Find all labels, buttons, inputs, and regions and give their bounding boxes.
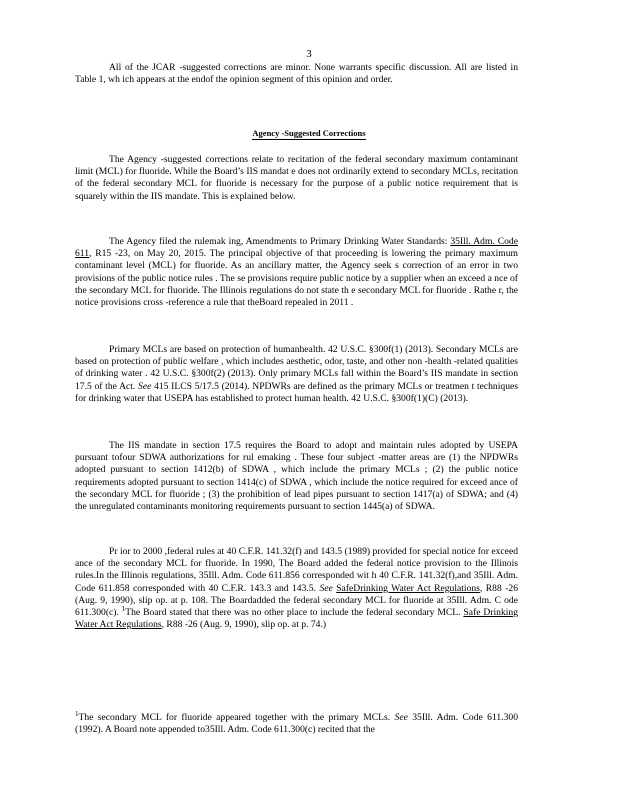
section-heading: [0, 128, 618, 138]
see-signal: See: [319, 582, 333, 594]
paragraph-agency-corrections: The Agency -suggested corrections relate to recitation of the federal secondary maximum contaminant limit (MCL) for fluoride. While the Board’s IIS mandat e does not ordinarily extend to secondary MCLs, recitation of the federal secondary MCL for fluoride is necessary for the purpose of a public notice requirement that is squarely within the IIS mandate. This is explained below.: [75, 154, 518, 202]
text-segment: 35Ill. Adm. Code 611.300 (1992). A Board note appended to35Ill. Adm. Code 611.300(c) recited that the: [75, 712, 518, 736]
footnote-number: 1: [75, 709, 79, 718]
paragraph-primary-mcls: [75, 344, 518, 405]
text-segment: , R88 -26 (Aug. 9, 1990), slip op. at p. 74.): [161, 619, 327, 631]
section-heading-text: Agency -Suggested Corrections: [252, 128, 366, 138]
text-segment: , R88 -26 (Aug. 9, 1990), slip op. at p. 108. The Boardadded the federal secondary MCL for fluoride at 35Ill. Adm. C ode 611.300(c).: [75, 582, 518, 619]
citation: 35Ill. Adm. Code 611: [75, 236, 518, 260]
text-segment: Primary MCLs are based on protection of humanhealth. 42 U.S.C. §300f(1) (2013). Secondary MCLs are based on protection of public welfare , which includes aesthetic, odor, taste, and other non -health -related qualities of drinking water . 42 U.S.C. §300f(2) (2013). Only primary MCLs fall within the Board’s IIS mandate in section 17.5 of the Act.: [75, 344, 518, 392]
paragraph-iis-mandate: The IIS mandate in section 17.5 requires the Board to adopt and maintain rules adopted by USEPA pursuant tofour SDWA authorizations for rul emaking . These four subject -matter areas are (1) the NPDWRs adopted pursuant to section 1412(b) of SDWA , which include the primary MCLs ; (2) the public notice requirements adopted pursuant to section 1414(c) of SDWA , which include the notice required for exceed ance of the secondary MCL for fluoride ; (3) the prohibition of lead pipes pursuant to section 1417(a) of SDWA; and (4) the unregulated contaminants monitoring requirements pursuant to section 1445(a) of SDWA.: [75, 440, 518, 513]
citation: SafeDrinking Water Act Regulations: [336, 582, 480, 594]
footnote: [75, 709, 518, 736]
page-number: 3: [306, 48, 312, 60]
citation: Safe Drinking Water Act Regulations: [75, 607, 518, 631]
footnote-reference: 1: [121, 604, 126, 613]
text-segment: 415 ILCS 5/17.5 (2014). NPDWRs are defined as the primary MCLs or treatmen t techniques for drinking water that USEPA has established to protect human health. 42 U.S.C. §300f(1)(C) (2013).: [75, 380, 518, 404]
text-segment: The Agency filed the rulemak ing, Amendments to Primary Drinking Water Standards:: [109, 236, 448, 247]
text-segment: Pr ior to 2000 ,federal rules at 40 C.F.R. 141.32(f) and 143.5 (1989) provided for special notice for exceed ance of the secondary MCL for fluoride. In 1990, The Board added the federal notice provision to the Illinois rules.In the Illinois regulations, 35Ill. Adm. Code 611.856 corresponded wit h 40 C.F.R. 141.32(f),and 35Ill. Adm. Code 611.858 corresponded with 40 C.F.R. 143.3 and 143.5.: [75, 546, 518, 594]
paragraph-jcar-corrections: All of the JCAR -suggested corrections are minor. None warrants specific discussion. All are listed in Table 1, wh ich appears at the endof the opinion segment of this opinion and order.: [75, 62, 518, 86]
see-signal: See: [394, 712, 408, 723]
text-segment: The secondary MCL for fluoride appeared together with the primary MCLs.: [78, 712, 391, 723]
text-segment: , R15 -23, on May 20, 2015. The principal objective of that proceeding is lowering the primary maximum contaminant level (MCL) for fluoride. As an ancillary matter, the Agency seek s correction of an error in two provisions of the public notice rules . The se provisions require public notice by a supplier when an exceed a nce of the secondary MCL for fluoride. The Illinois regulations do not state th e secondary MCL for fluoride . Rathe r, the notice provisions cross -reference a rule that theBoard repealed in 2011 .: [75, 248, 518, 309]
see-signal: See: [138, 380, 152, 392]
paragraph-federal-rules: [75, 546, 518, 631]
text-segment: The Board stated that there was no other place to include the federal secondary MCL.: [125, 607, 461, 619]
paragraph-rulemaking: [75, 236, 518, 309]
